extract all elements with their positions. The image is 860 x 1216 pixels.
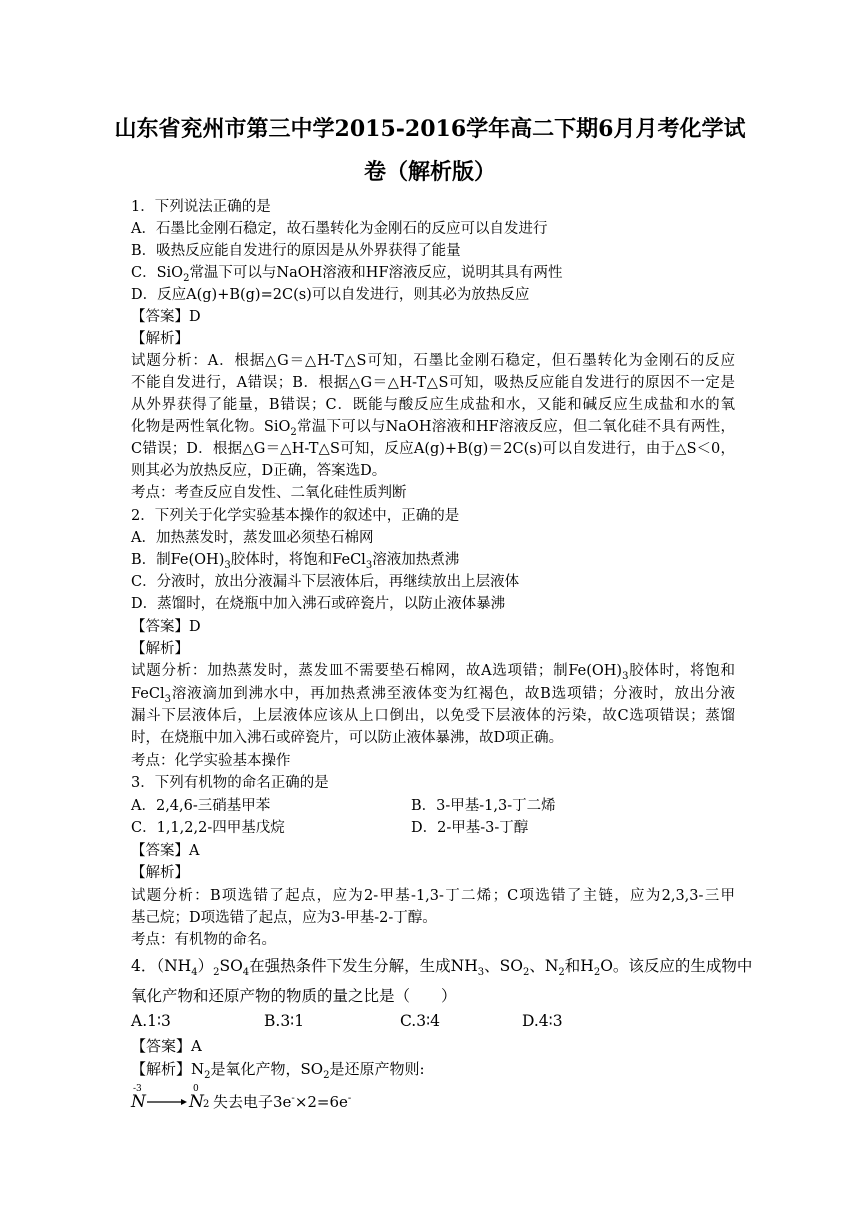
subscript: 2 — [204, 1070, 211, 1081]
q3-analysis-line: 基己烷；D项选错了起点，应为3-甲基-2-丁醇。 — [131, 910, 437, 926]
q1-option-b: B．吸热反应能自发进行的原因是从外界获得了能量 — [131, 243, 461, 259]
text: 是还原产物则: — [329, 1060, 425, 1078]
q2-answer: 【答案】D — [131, 619, 201, 635]
q2-option-c: C．分液时，放出分液漏斗下层液体后，再继续放出上层液体 — [131, 574, 520, 590]
subscript: 4 — [242, 967, 250, 979]
q1-analysis-label: 【解析】 — [131, 331, 189, 347]
text: ×2=6e — [294, 1093, 348, 1111]
text: B．制Fe(OH) — [131, 552, 225, 568]
q3-option-b: B．3-甲基-1,3-丁二烯 — [411, 798, 556, 814]
subscript: 2 — [558, 967, 565, 979]
text: 是氧化产物，SO — [210, 1060, 324, 1078]
text: O。该反应的生成物中 — [600, 957, 753, 975]
text: 、SO — [484, 957, 523, 975]
text: 【解析】N — [131, 1060, 205, 1078]
text: 在强热条件下发生分解，生成NH — [249, 957, 478, 975]
subscript: 2 — [290, 426, 297, 438]
doc-title-line2: 卷（解析版） — [363, 159, 496, 185]
subscript: 2 — [203, 1099, 210, 1110]
reaction-arrow-icon — [147, 1097, 187, 1107]
text: 、N — [529, 957, 559, 975]
subscript: 3 — [365, 559, 373, 571]
text: 溶液加热煮沸 — [372, 552, 460, 568]
q4-option-a: A.1∶3 — [131, 1012, 171, 1030]
q2-analysis-label: 【解析】 — [131, 641, 189, 657]
q2-kaodian: 考点：化学实验基本操作 — [131, 753, 291, 769]
q2-option-d: D．蒸馏时，在烧瓶中加入沸石或碎瓷片，以防止液体暴沸 — [131, 596, 506, 612]
q1-kaodian: 考点：考查反应自发性、二氧化硅性质判断 — [131, 485, 407, 501]
q3-analysis-label: 【解析】 — [131, 865, 189, 881]
doc-title-line1: 山东省兖州市第三中学2015-2016学年高二下期6月月考化学试 — [114, 116, 746, 142]
subscript: 2 — [183, 272, 190, 284]
q2-stem: 2．下列关于化学实验基本操作的叙述中，正确的是 — [131, 508, 460, 524]
q4-option-c: C.3∶4 — [400, 1012, 440, 1030]
q3-kaodian: 考点：有机物的命名。 — [131, 932, 276, 948]
text: 常温下可以与NaOH溶液和HF溶液反应，说明其具有两性 — [189, 265, 563, 281]
text: FeCl — [131, 686, 165, 702]
subscript: 2 — [213, 967, 220, 979]
q1-option-a: A．石墨比金刚石稳定，故石墨转化为金刚石的反应可以自发进行 — [131, 221, 548, 237]
q4-analysis-line — [131, 1058, 425, 1087]
subscript: 3 — [224, 559, 231, 571]
q1-analysis-line: 不能自发进行，A错误；B．根据△G＝△H-T△S可知，吸热反应能自发进行的原因不一定是 — [131, 375, 735, 391]
q2-option-a: A．加热蒸发时，蒸发皿必须垫石棉网 — [131, 530, 374, 546]
q3-option-a: A．2,4,6-三硝基甲苯 — [131, 798, 271, 814]
superscript: - — [291, 1093, 295, 1104]
electron-transfer-equation — [131, 1084, 531, 1114]
text: SO — [219, 957, 243, 975]
q1-option-d: D．反应A(g)+B(g)=2C(s)可以自发进行，则其必为放热反应 — [131, 287, 530, 303]
q3-answer: 【答案】A — [131, 843, 200, 859]
q2-analysis-line: 时，在烧瓶中加入沸石或碎瓷片，可以防止液体暴沸，故D项正确。 — [131, 730, 564, 746]
q3-stem: 3．下列有机物的命名正确的是 — [131, 775, 329, 791]
text: C．SiO — [131, 265, 184, 281]
text: 胶体时，将饱和FeCl — [230, 552, 366, 568]
element-symbol: N — [131, 1092, 146, 1112]
q1-analysis-line: C错误；D．根据△G＝△H-T△S可知，反应A(g)+B(g)＝2C(s)可以自发进行，由于△S＜0， — [131, 441, 735, 457]
text: 溶液滴加到沸水中，再加热煮沸至液体变为红褐色，故B选项错；分液时，放出分液 — [170, 686, 735, 702]
q4-stem-line1 — [131, 955, 752, 984]
oxidation-state: -3 — [133, 1084, 142, 1094]
q1-stem: 1．下列说法正确的是 — [131, 199, 271, 215]
equation-text — [213, 1091, 351, 1112]
text: 和H — [564, 957, 594, 975]
text: 试题分析：加热蒸发时，蒸发皿不需要垫石棉网，故A选项错；制Fe(OH) — [131, 663, 623, 679]
oxidation-state: 0 — [193, 1084, 199, 1094]
q3-option-d: D．2-甲基-3-丁醇 — [411, 820, 529, 836]
subscript: 4 — [191, 967, 198, 979]
q1-analysis-line: 则其必为放热反应，D正确，答案选D。 — [131, 463, 387, 479]
q4-stem-line2: 氧化产物和还原产物的物质的量之比是（ ） — [131, 987, 457, 1005]
subscript: 2 — [593, 967, 601, 979]
subscript: 3 — [477, 967, 485, 979]
q3-option-c: C．1,1,2,2-四甲基戊烷 — [131, 820, 285, 836]
subscript: 3 — [164, 693, 171, 705]
text: 化物是两性氧化物。SiO — [131, 419, 291, 435]
subscript: 2 — [522, 967, 530, 979]
q4-answer: 【答案】A — [131, 1037, 202, 1055]
q1-analysis-line: 从外界获得了能量，B错误；C．既能与酸反应生成盐和水，又能和碱反应生成盐和水的氧 — [131, 397, 735, 413]
subscript: 2 — [323, 1070, 330, 1081]
subscript: 3 — [622, 670, 629, 682]
text: 常温下可以与NaOH溶液和HF溶液反应，但二氧化硅不具有两性， — [296, 419, 735, 435]
text: 4．（NH — [131, 957, 192, 975]
element-symbol: N — [189, 1092, 204, 1112]
superscript: - — [347, 1093, 352, 1104]
text: 胶体时，将饱和 — [628, 663, 735, 679]
q3-analysis-line: 试题分析：B项选错了起点，应为2-甲基-1,3-丁二烯；C项选错了主链，应为2,3,3-三甲 — [131, 888, 735, 904]
q1-analysis-line: 试题分析：A．根据△G＝△H-T△S可知，石墨比金刚石稳定，但石墨转化为金刚石的反应 — [131, 353, 735, 369]
q1-answer: 【答案】D — [131, 309, 201, 325]
text: ） — [197, 957, 214, 975]
q4-option-d: D.4∶3 — [522, 1012, 563, 1030]
q4-option-b: B.3∶1 — [264, 1012, 305, 1030]
q2-analysis-line: 漏斗下层液体后，上层液体应该从上口倒出，以免受下层液体的污染，故C选项错误；蒸馏 — [131, 708, 735, 724]
text: 失去电子3e — [213, 1093, 292, 1111]
